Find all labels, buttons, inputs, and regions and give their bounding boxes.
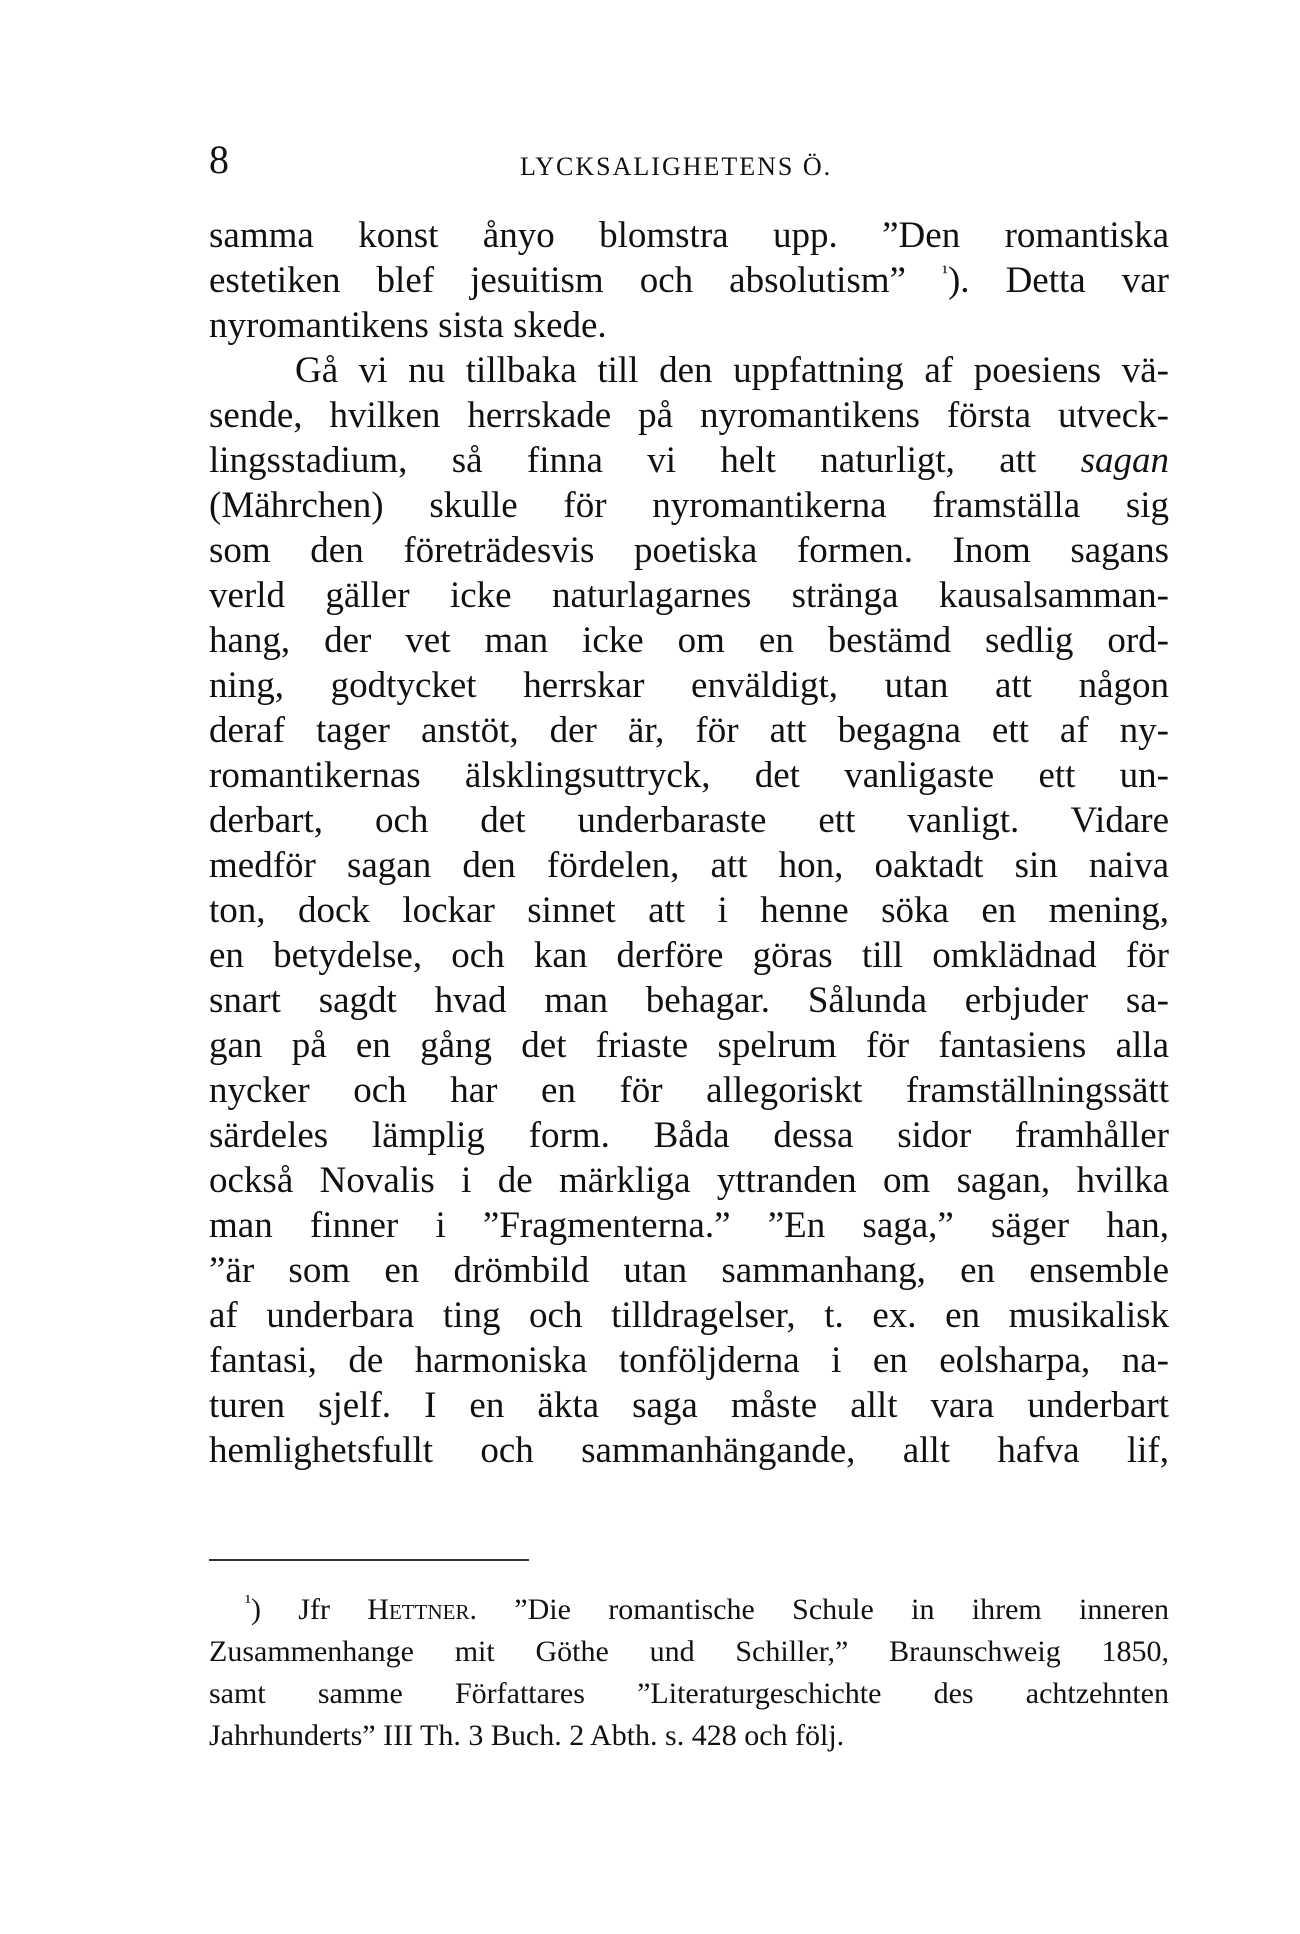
text-line: ton, dock lockar sinnet att i henne söka en mening,	[209, 890, 1169, 931]
text-fragment: ”Die romantische Schule in ihrem inneren	[514, 1593, 1170, 1626]
author-name: Hettner.	[367, 1593, 477, 1626]
footnote-ref[interactable]: ¹	[941, 261, 948, 284]
footnote-marker: ¹	[245, 1591, 251, 1613]
text-line: nycker och har en för allegoriskt framställningssätt	[209, 1070, 1169, 1111]
text-line: hemlighetsfullt och sammanhängande, allt hafva lif,	[209, 1430, 1169, 1471]
text-line: sende, hvilken herrskade på nyromantikens första utveck-	[209, 395, 1169, 436]
text-line: gan på en gång det friaste spelrum för fantasiens alla	[209, 1025, 1169, 1066]
text-line: medför sagan den fördelen, att hon, oaktadt sin naiva	[209, 845, 1169, 886]
text-line: romantikernas älsklingsuttryck, det vanligaste ett un-	[209, 755, 1169, 796]
text-line: hang, der vet man icke om en bestämd sedlig ord-	[209, 620, 1169, 661]
footnote-line: samt samme Författares ”Literaturgeschichte des achtzehnten	[209, 1677, 1169, 1710]
running-head: LYCKSALIGHETENS Ö.	[520, 152, 833, 181]
emphasis-word: sagan	[1080, 440, 1169, 481]
text-line: af underbara ting och tilldragelser, t. ex. en musikalisk	[209, 1295, 1169, 1336]
text-line	[209, 438, 1169, 483]
text-line: deraf tager anstöt, der är, för att begagna ett af ny-	[209, 710, 1169, 751]
text-line: särdeles lämplig form. Båda dessa sidor framhåller	[209, 1115, 1169, 1156]
text-line: nyromantikens sista skede.	[209, 305, 607, 346]
text-line	[209, 258, 1169, 303]
text-fragment: lingsstadium, så finna vi helt naturligt, att	[209, 440, 1037, 481]
text-fragment: ) Jfr	[251, 1593, 330, 1626]
text-fragment: ). Detta var	[947, 260, 1169, 301]
footnote-line	[209, 1589, 1169, 1631]
text-line: man finner i ”Fragmenterna.” ”En saga,” säger han,	[209, 1205, 1169, 1246]
text-line: snart sagdt hvad man behagar. Sålunda erbjuder sa-	[209, 980, 1169, 1021]
text-line: turen sjelf. I en äkta saga måste allt vara underbart	[209, 1385, 1169, 1426]
text-line: samma konst ånyo blomstra upp. ”Den romantiska	[209, 215, 1169, 256]
text-line: ”är som en drömbild utan sammanhang, en ensemble	[209, 1250, 1169, 1291]
text-line: ning, godtycket herrskar enväldigt, utan att någon	[209, 665, 1169, 706]
footnote-line: Jahrhunderts” III Th. 3 Buch. 2 Abth. s. 428 och följ.	[209, 1719, 845, 1752]
text-line: derbart, och det underbaraste ett vanligt. Vidare	[209, 800, 1169, 841]
text-line: Gå vi nu tillbaka till den uppfattning af poesiens vä-	[295, 350, 1169, 391]
body-text	[209, 213, 1169, 1473]
text-line: en betydelse, och kan derföre göras till omklädnad för	[209, 935, 1169, 976]
text-line: som den företrädesvis poetiska formen. Inom sagans	[209, 530, 1169, 571]
page-number: 8	[209, 137, 229, 182]
footnote-line: Zusammenhange mit Göthe und Schiller,” Braunschweig 1850,	[209, 1635, 1169, 1668]
text-line: fantasi, de harmoniska tonföljderna i en eolsharpa, na-	[209, 1340, 1169, 1381]
text-line: (Mährchen) skulle för nyromantikerna framställa sig	[209, 485, 1169, 526]
footnote-divider	[209, 1559, 529, 1561]
text-line: verld gäller icke naturlagarnes stränga kausalsamman-	[209, 575, 1169, 616]
text-fragment: estetiken blef jesuitism och absolutism”	[209, 260, 906, 301]
text-line: också Novalis i de märkliga yttranden om sagan, hvilka	[209, 1160, 1169, 1201]
footnotes	[209, 1589, 1169, 1757]
